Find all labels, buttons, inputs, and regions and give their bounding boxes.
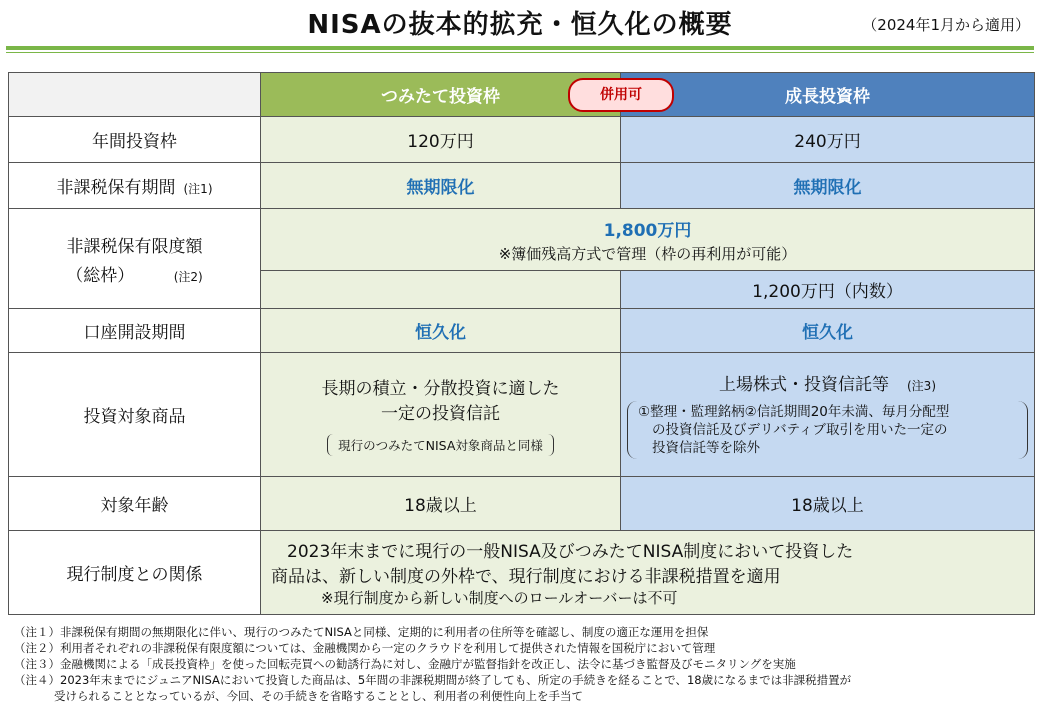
label-period: 非課税保有期間 (56, 178, 176, 198)
period-tsumitate-cell (261, 163, 621, 209)
row-products (9, 353, 1035, 477)
row-relation (9, 531, 1035, 615)
account-growth-cell (621, 309, 1035, 353)
products-tsumitate-line2: 一定の投資信託 (381, 403, 500, 424)
title-divider-thin (6, 52, 1034, 53)
row-account (9, 309, 1035, 353)
footnote-1: （注１）非課税保有期間の無期限化に伴い、現行のつみたてNISAと同様、定期的に利用者の住所等を確認し、制度の適正な運用を担保 (14, 625, 709, 639)
page-title: NISAの抜本的拡充・恒久化の概要 (307, 10, 733, 40)
label-period-cell (9, 163, 261, 209)
footnote-2: （注２）利用者それぞれの非課税保有限度額については、金融機関から一定のクラウドを利用して提供された情報を国税庁において管理 (14, 641, 716, 655)
account-growth: 恒久化 (802, 323, 853, 343)
products-tsumitate-note: 現行のつみたてNISA対象商品と同様 (327, 434, 554, 456)
annual-growth: 240万円 (621, 117, 1035, 163)
products-growth-main-wrap (621, 370, 1034, 395)
row-age (9, 477, 1035, 531)
footnote-3: （注３）金融機関による「成長投資枠」を使った回転売買への勧誘行為に対し、金融庁が監督指針を改正し、法令に基づき監督及びモニタリングを実施 (14, 657, 796, 671)
products-growth-exclusion-2: の投資信託及びデリバティブ取引を用いた一定の (652, 422, 948, 438)
title-area (0, 4, 1040, 42)
header-blank-cell (9, 73, 261, 117)
account-tsumitate: 恒久化 (415, 323, 466, 343)
limit-method: ※簿価残高方式で管理（枠の再利用が可能） (498, 244, 797, 263)
nisa-overview-table (8, 72, 1035, 615)
relation-line3: ※現行制度から新しい制度へのロールオーバーは不可 (321, 589, 678, 607)
label-limit-2: （総枠） (66, 265, 135, 286)
age-growth: 18歳以上 (621, 477, 1035, 531)
label-limit-1: 非課税保有限度額 (66, 236, 203, 257)
footnotes (14, 624, 1034, 704)
label-age: 対象年齢 (9, 477, 261, 531)
period-growth-cell (621, 163, 1035, 209)
limit-inner-tsumitate (261, 271, 621, 309)
header-tsumitate: つみたて投資枠 (261, 73, 621, 117)
combined-use-badge: 併用可 (568, 78, 674, 112)
limit-amount: 1,800万円 (603, 220, 692, 241)
products-growth-cell (621, 353, 1035, 477)
products-growth-exclusions (627, 401, 1028, 459)
header-growth: 成長投資枠 (621, 73, 1035, 117)
limit-total-cell (261, 209, 1035, 271)
title-divider (6, 46, 1034, 50)
label-annual: 年間投資枠 (9, 117, 261, 163)
limit-inner-growth: 1,200万円（内数） (621, 271, 1035, 309)
annual-tsumitate: 120万円 (261, 117, 621, 163)
label-products: 投資対象商品 (9, 353, 261, 477)
products-growth-main: 上場株式・投資信託等 (719, 375, 889, 395)
products-tsumitate-cell (261, 353, 621, 477)
age-tsumitate: 18歳以上 (261, 477, 621, 531)
effective-date-note: （2024年1月から適用） (862, 16, 1030, 34)
label-relation: 現行制度との関係 (9, 531, 261, 615)
period-tsumitate: 無期限化 (406, 178, 475, 198)
products-growth-note: (注3) (907, 379, 936, 393)
period-growth: 無期限化 (793, 178, 862, 198)
relation-cell (261, 531, 1035, 615)
footnote-4b: 受けられることとなっているが、今回、その手続きを省略することとし、利用者の利便性向上を手当て (54, 689, 583, 703)
footnote-4a: （注４）2023年末までにジュニアNISAにおいて投資した商品は、5年間の非課税期間が終了しても、所定の手続きを経ることで、18歳になるまでは非課税措置が (14, 673, 852, 687)
label-account: 口座開設期間 (9, 309, 261, 353)
row-period (9, 163, 1035, 209)
relation-line2: 商品は、新しい制度の外枠で、現行制度における非課税措置を適用 (271, 567, 781, 587)
account-tsumitate-cell (261, 309, 621, 353)
header-row (9, 73, 1035, 117)
row-annual (9, 117, 1035, 163)
products-tsumitate-line1: 長期の積立・分散投資に適した (321, 378, 560, 399)
label-limit-note: (注2) (173, 269, 203, 284)
products-growth-exclusion-1: ①整理・監理銘柄②信託期間20年未満、毎月分配型 (638, 404, 950, 420)
label-period-note: (注1) (183, 182, 213, 196)
relation-line1: 2023年末までに現行の一般NISA及びつみたてNISA制度において投資した (287, 542, 854, 562)
label-limit-2-wrap (9, 261, 260, 286)
label-limit-cell (9, 209, 261, 309)
row-limit (9, 209, 1035, 271)
products-growth-exclusion-3: 投資信託等を除外 (652, 440, 760, 456)
